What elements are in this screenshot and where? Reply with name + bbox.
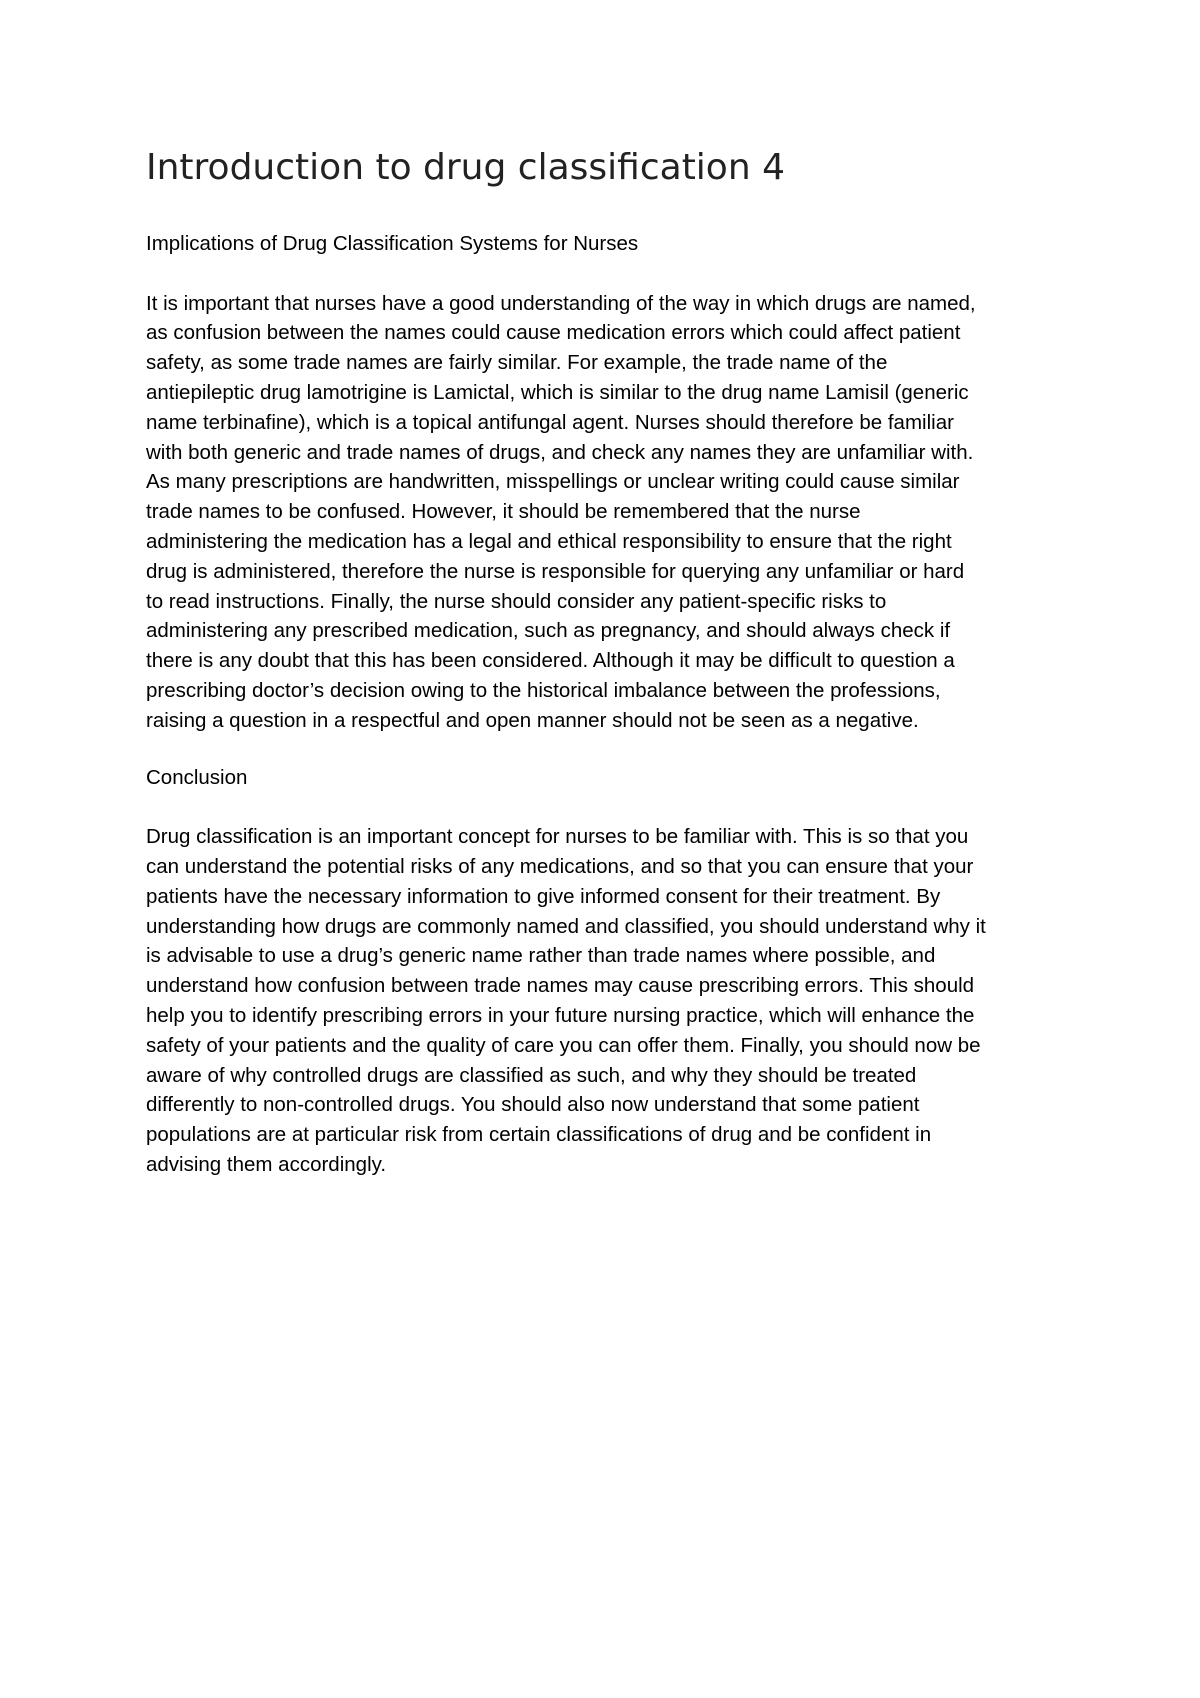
text-line: safety of your patients and the quality of care you can offer them. Finally, you should now be xyxy=(146,1033,981,1057)
text-line: can understand the potential risks of any medications, and so that you can ensure that your xyxy=(146,854,974,878)
text-line: raising a question in a respectful and open manner should not be seen as a negative. xyxy=(146,708,919,732)
text-line: trade names to be confused. However, it should be remembered that the nurse xyxy=(146,500,861,524)
section-heading-conclusion: Conclusion xyxy=(146,765,248,789)
paragraph-conclusion xyxy=(146,822,1066,1180)
text-line: help you to identify prescribing errors in your future nursing practice, which will enhance the xyxy=(146,1003,975,1027)
text-line: prescribing doctor’s decision owing to the historical imbalance between the professions, xyxy=(146,678,941,702)
text-line: with both generic and trade names of drugs, and check any names they are unfamiliar with. xyxy=(146,440,974,464)
text-line: is advisable to use a drug’s generic name rather than trade names where possible, and xyxy=(146,944,936,968)
text-line: administering any prescribed medication, such as pregnancy, and should always check if xyxy=(146,619,951,643)
text-line: populations are at particular risk from certain classifications of drug and be confident in xyxy=(146,1123,932,1147)
document-title: Introduction to drug classification 4 xyxy=(146,147,785,188)
text-line: administering the medication has a legal and ethical responsibility to ensure that the right xyxy=(146,529,952,553)
text-line: As many prescriptions are handwritten, misspellings or unclear writing could cause similar xyxy=(146,470,960,494)
text-line: advising them accordingly. xyxy=(146,1152,387,1176)
text-line: drug is administered, therefore the nurse is responsible for querying any unfamiliar or hard xyxy=(146,559,965,583)
text-line: as confusion between the names could cause medication errors which could affect patient xyxy=(146,321,961,345)
text-line: patients have the necessary information to give informed consent for their treatment. By xyxy=(146,884,941,908)
text-line: safety, as some trade names are fairly similar. For example, the trade name of the xyxy=(146,351,888,375)
document-body xyxy=(146,138,1066,1207)
paragraph-implications xyxy=(146,289,1066,736)
text-line: It is important that nurses have a good understanding of the way in which drugs are named, xyxy=(146,291,976,315)
text-line: to read instructions. Finally, the nurse should consider any patient-specific risks to xyxy=(146,589,887,613)
text-line: name terbinafine), which is a topical antifungal agent. Nurses should therefore be familiar xyxy=(146,410,954,434)
text-line: understand how confusion between trade names may cause prescribing errors. This should xyxy=(146,974,975,998)
text-line: understanding how drugs are commonly named and classified, you should understand why it xyxy=(146,914,986,938)
text-line: there is any doubt that this has been considered. Although it may be difficult to question a xyxy=(146,649,955,673)
text-line: differently to non-controlled drugs. You should also now understand that some patient xyxy=(146,1093,920,1117)
text-line: aware of why controlled drugs are classified as such, and why they should be treated xyxy=(146,1063,917,1087)
text-line: Drug classification is an important concept for nurses to be familiar with. This is so that you xyxy=(146,825,969,849)
section-heading-implications: Implications of Drug Classification Systems for Nurses xyxy=(146,232,639,255)
text-line: antiepileptic drug lamotrigine is Lamictal, which is similar to the drug name Lamisil (generic xyxy=(146,380,969,404)
